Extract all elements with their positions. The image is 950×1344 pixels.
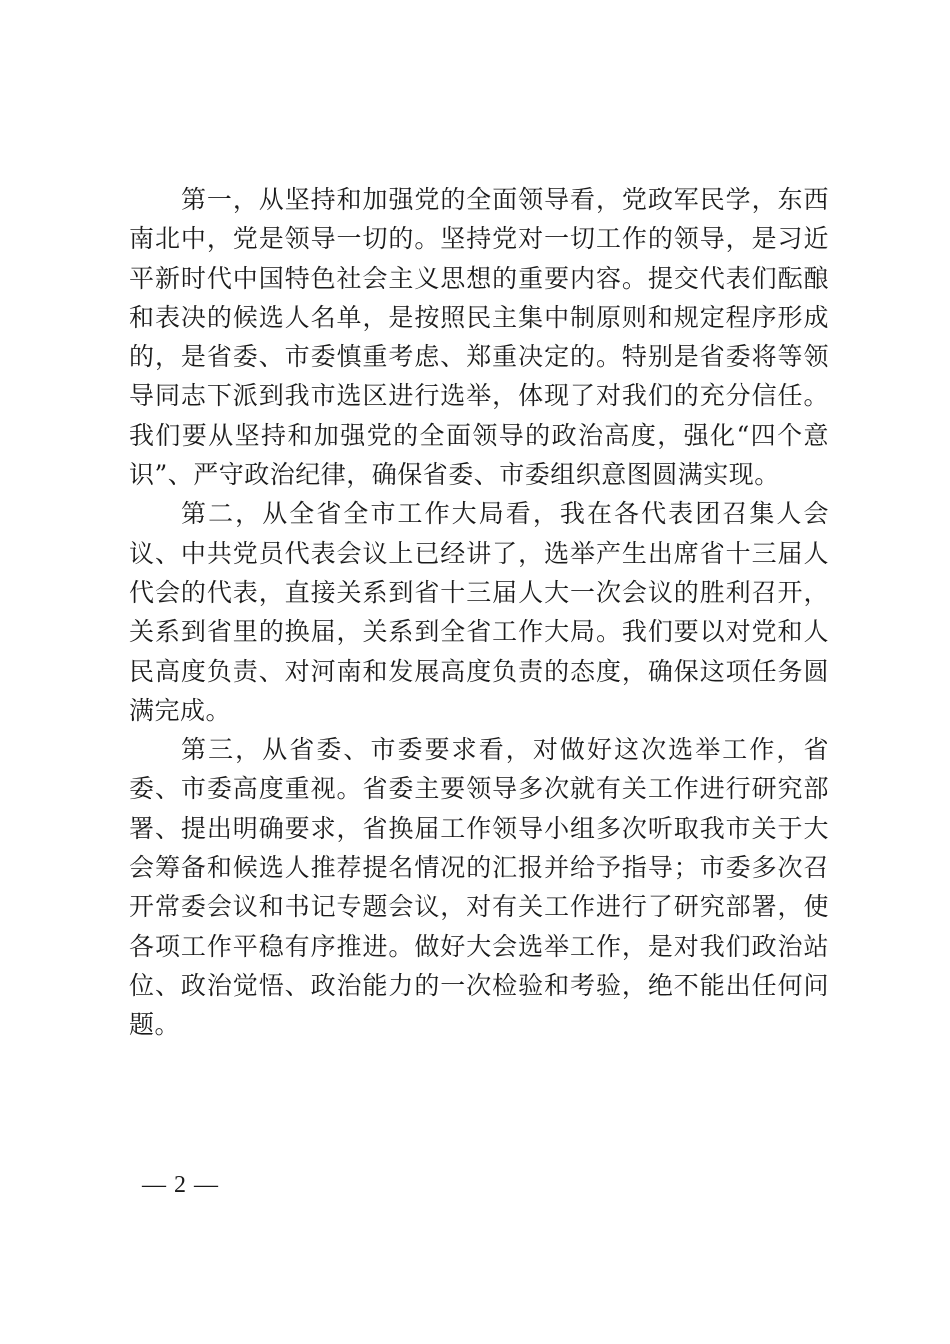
paragraph-second: 第二，从全省全市工作大局看，我在各代表团召集人会议、中共党员代表会议上已经讲了，选举产生出席省十三届人代会的代表，直接关系到省十三届人大一次会议的胜利召开，关系到省里的换届，关系到全省工作大局。我们要以对党和人民高度负责、对河南和发展高度负责的态度，确保这项任务圆满完成。: [129, 499, 829, 725]
body-text: [129, 180, 829, 1045]
paragraph-first: 第一，从坚持和加强党的全面领导看，党政军民学，东西南北中，党是领导一切的。坚持党对一切工作的领导，是习近平新时代中国特色社会主义思想的重要内容。提交代表们酝酿和表决的候选人名单，是按照民主集中制原则和规定程序形成的，是省委、市委慎重考虑、郑重决定的。特别是省委将等领导同志下派到我市选区进行选举，体现了对我们的充分信任。我们要从坚持和加强党的全面领导的政治高度，强化“四个意识”、严守政治纪律，确保省委、市委组织意图圆满实现。: [129, 185, 829, 490]
page-number: — 2 —: [142, 1172, 219, 1198]
paragraph-third: 第三，从省委、市委要求看，对做好这次选举工作，省委、市委高度重视。省委主要领导多次就有关工作进行研究部署、提出明确要求，省换届工作领导小组多次听取我市关于大会筹备和候选人推荐提名情况的汇报并给予指导；市委多次召开常委会议和书记专题会议，对有关工作进行了研究部署，使各项工作平稳有序推进。做好大会选举工作，是对我们政治站位、政治觉悟、政治能力的一次检验和考验，绝不能出任何问题。: [129, 735, 829, 1040]
